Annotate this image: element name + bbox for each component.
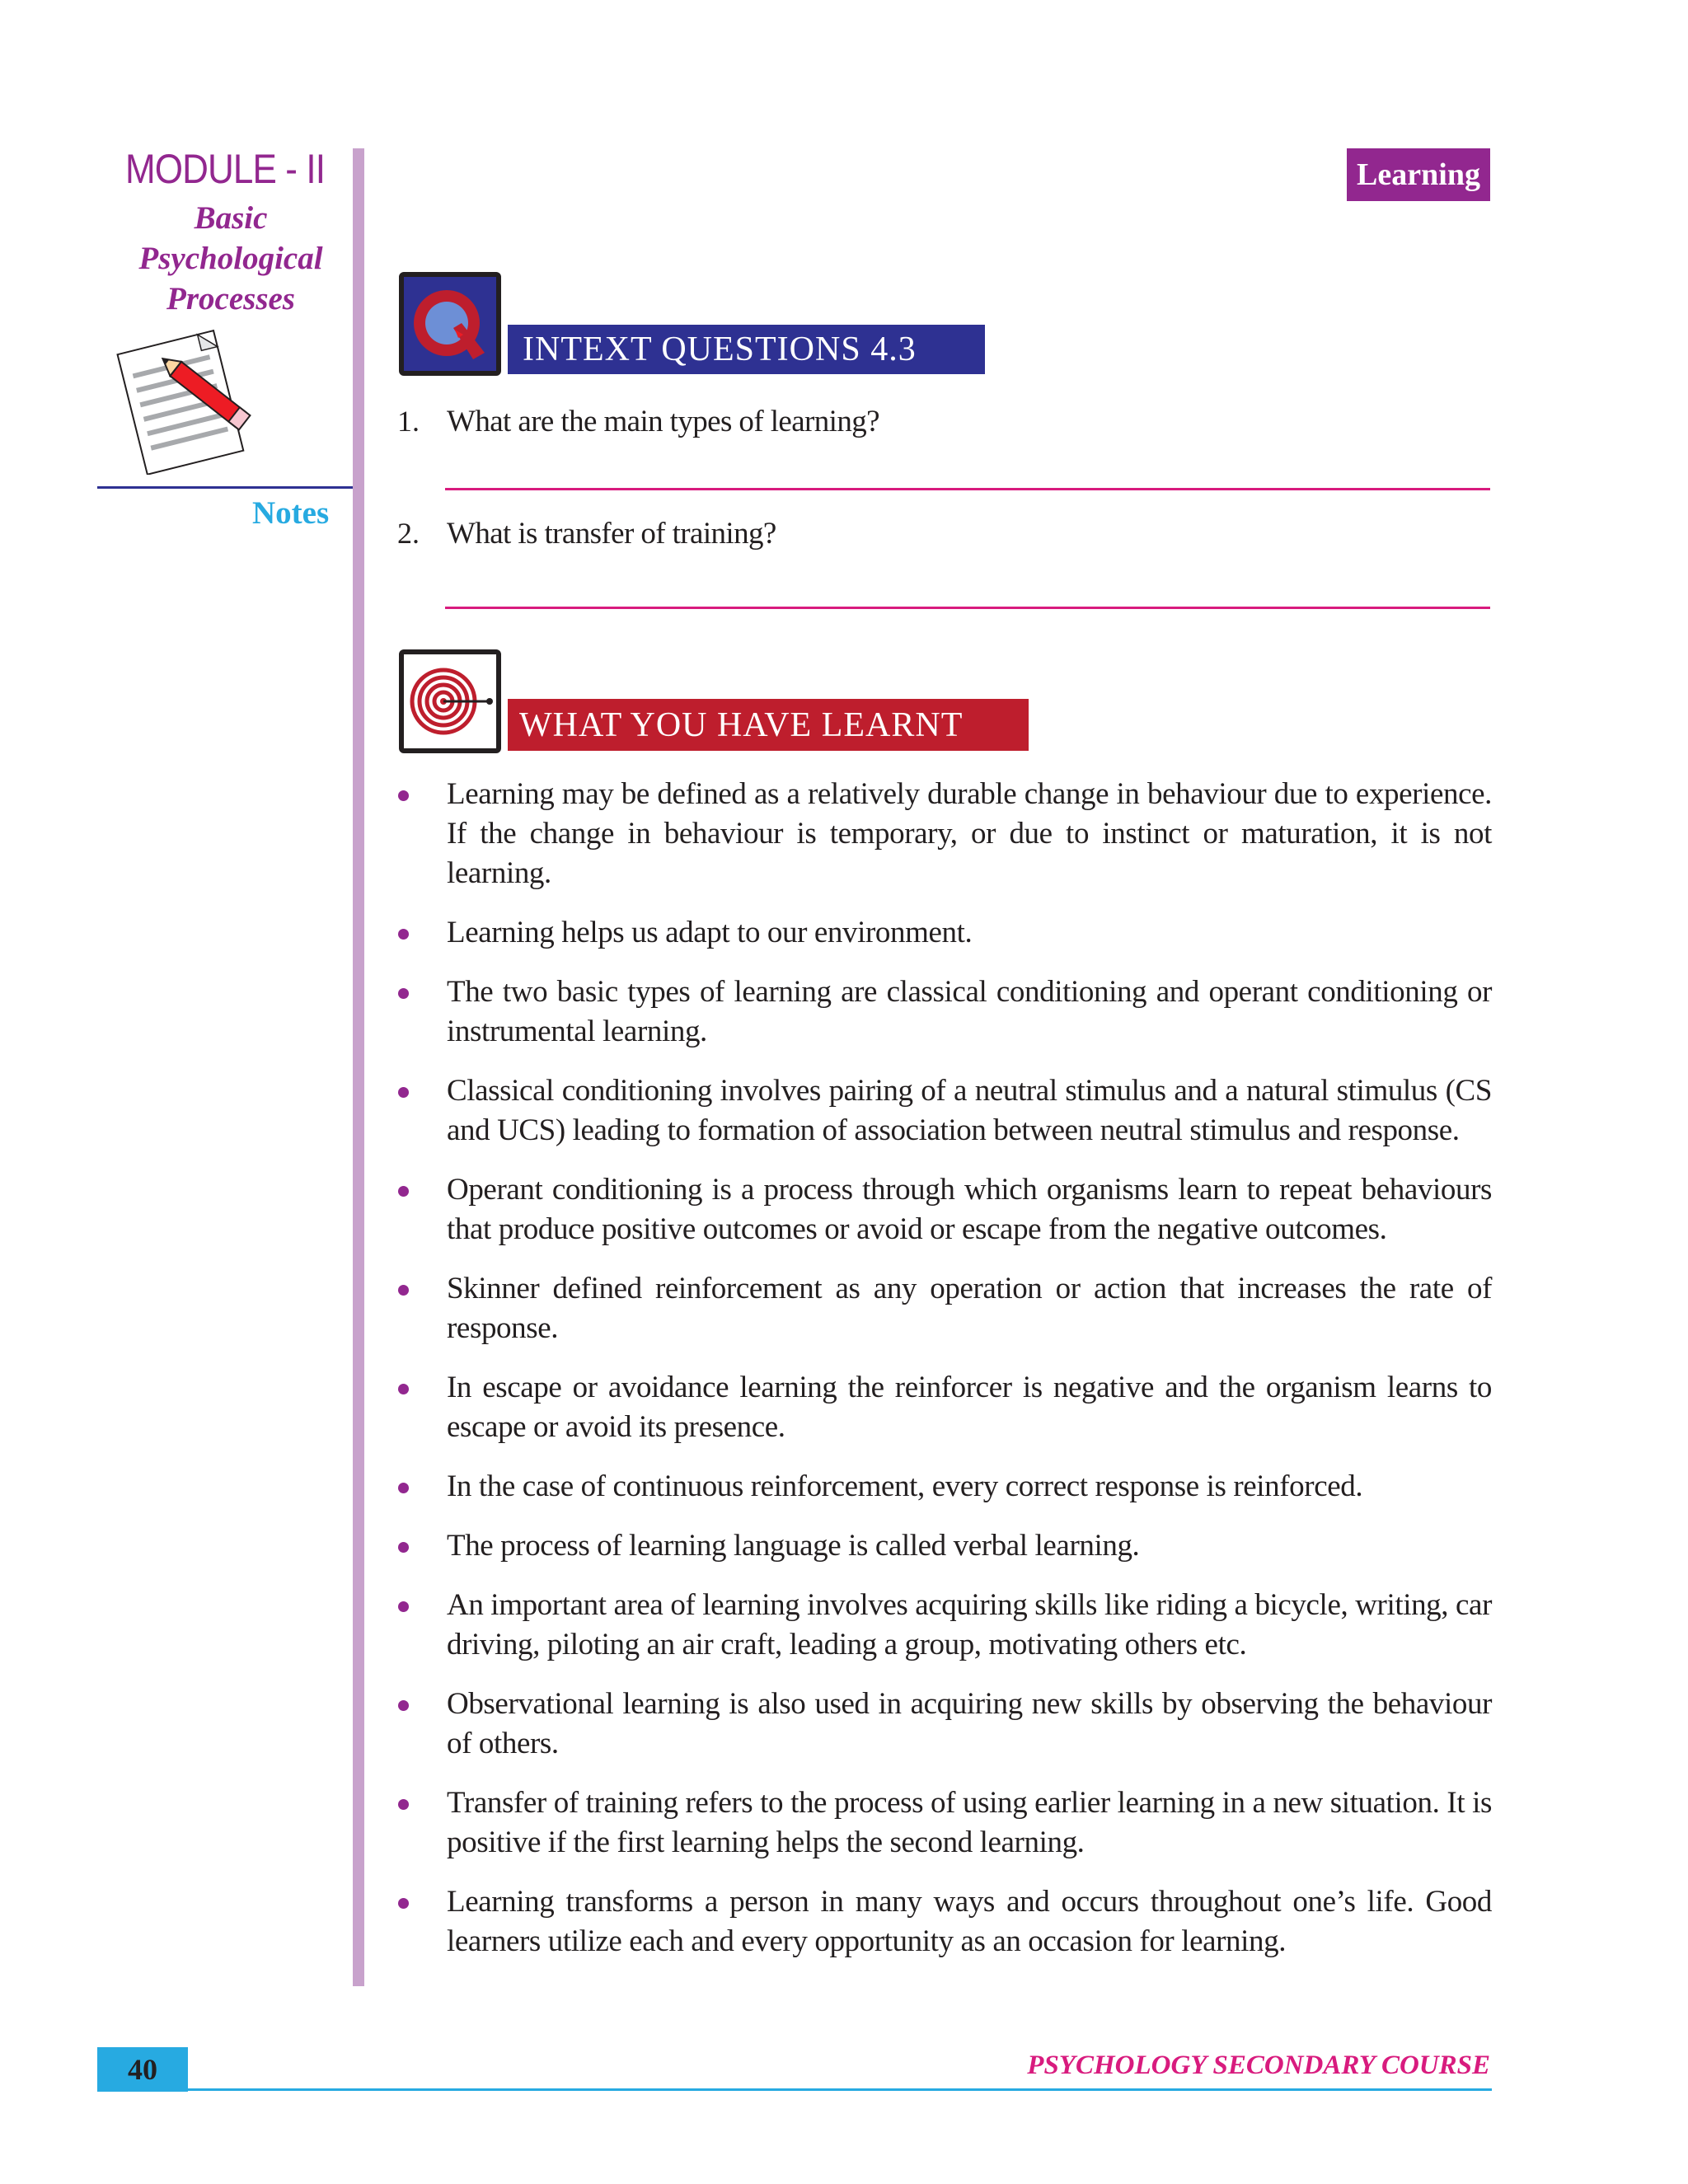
list-item bbox=[396, 1685, 1492, 1764]
bullet-icon bbox=[398, 988, 409, 999]
question-text: What are the main types of learning? bbox=[447, 405, 879, 438]
list-item bbox=[396, 1269, 1492, 1348]
course-title: PSYCHOLOGY SECONDARY COURSE bbox=[1027, 2050, 1490, 2080]
intext-questions-banner: INTEXT QUESTIONS 4.3 bbox=[508, 325, 985, 374]
list-item bbox=[396, 1368, 1492, 1447]
list-item bbox=[396, 1071, 1492, 1151]
list-item-text: Learning may be defined as a relatively durable change in behaviour due to experience. If the change in behaviour is temporary, or due to instinct or maturation, it is not learning. bbox=[447, 777, 1492, 890]
module-subtitle-line-3: Processes bbox=[166, 281, 295, 316]
margin-rule bbox=[353, 148, 364, 1986]
bullet-icon bbox=[398, 1186, 409, 1197]
bullet-icon bbox=[398, 1799, 409, 1810]
list-item-text: The two basic types of learning are classical conditioning and operant conditioning or instrumental learning. bbox=[447, 975, 1492, 1048]
bullet-icon bbox=[398, 790, 409, 801]
module-subtitle-line-2: Psychological bbox=[138, 241, 323, 276]
bullet-icon bbox=[398, 1285, 409, 1296]
list-item-text: Operant conditioning is a process through which organisms learn to repeat behaviours that produce positive outcomes or avoid or escape from the negative outcomes. bbox=[447, 1173, 1492, 1246]
question-q-icon bbox=[399, 272, 501, 376]
list-item bbox=[396, 1526, 1492, 1566]
footer-rule bbox=[188, 2088, 1492, 2091]
list-item-text: Classical conditioning involves pairing of a neutral stimulus and a natural stimulus (CS and UCS) leading to formation of association between neutral stimulus and response. bbox=[447, 1074, 1492, 1147]
bullet-icon bbox=[398, 1898, 409, 1909]
module-subtitle-line-1: Basic bbox=[194, 200, 268, 236]
notes-divider bbox=[97, 486, 357, 489]
target-dartboard-icon bbox=[399, 649, 501, 753]
list-item bbox=[396, 1586, 1492, 1665]
notes-label: Notes bbox=[252, 495, 330, 531]
list-item bbox=[396, 1170, 1492, 1249]
question-text: What is transfer of training? bbox=[447, 517, 776, 551]
answer-line bbox=[445, 607, 1490, 609]
list-item-text: In the case of continuous reinforcement, every correct response is reinforced. bbox=[447, 1469, 1363, 1503]
what-you-have-learnt-banner: WHAT YOU HAVE LEARNT bbox=[508, 699, 1029, 751]
bullet-icon bbox=[398, 1384, 409, 1394]
bullet-icon bbox=[398, 1483, 409, 1493]
list-item-text: Observational learning is also used in acquiring new skills by observing the behaviour of others. bbox=[447, 1687, 1492, 1760]
list-item-text: The process of learning language is called verbal learning. bbox=[447, 1529, 1140, 1563]
list-item-text: An important area of learning involves acquiring skills like riding a bicycle, writing, car driving, piloting an air craft, leading a group, motivating others etc. bbox=[447, 1588, 1492, 1661]
list-item-text: In escape or avoidance learning the reinforcer is negative and the organism learns to escape or avoid its presence. bbox=[447, 1371, 1492, 1444]
answer-line bbox=[445, 488, 1490, 490]
question-number: 2. bbox=[397, 517, 420, 550]
list-item-text: Skinner defined reinforcement as any operation or action that increases the rate of response. bbox=[447, 1272, 1492, 1345]
question-number: 1. bbox=[397, 405, 420, 438]
list-item-text: Transfer of training refers to the process of using earlier learning in a new situation. It is positive if the first learning helps the second learning. bbox=[447, 1786, 1492, 1859]
page-number: 40 bbox=[97, 2047, 188, 2092]
bullet-icon bbox=[398, 1087, 409, 1098]
list-item bbox=[396, 1783, 1492, 1863]
topic-tag: Learning bbox=[1347, 148, 1490, 201]
notepad-pencil-icon bbox=[97, 326, 262, 475]
bullet-icon bbox=[398, 1542, 409, 1553]
list-item-text: Learning helps us adapt to our environment. bbox=[447, 916, 973, 949]
list-item bbox=[396, 913, 1492, 953]
bullet-icon bbox=[398, 929, 409, 940]
bullet-icon bbox=[398, 1601, 409, 1612]
summary-list bbox=[396, 775, 1492, 1981]
list-item bbox=[396, 1882, 1492, 1961]
bullet-icon bbox=[398, 1700, 409, 1711]
list-item bbox=[396, 972, 1492, 1052]
list-item bbox=[396, 775, 1492, 893]
list-item-text: Learning transforms a person in many ways and occurs throughout one’s life. Good learners utilize each and every opportunity as an occasion for learning. bbox=[447, 1885, 1492, 1958]
list-item bbox=[396, 1467, 1492, 1507]
module-title: MODULE - II bbox=[125, 146, 326, 192]
